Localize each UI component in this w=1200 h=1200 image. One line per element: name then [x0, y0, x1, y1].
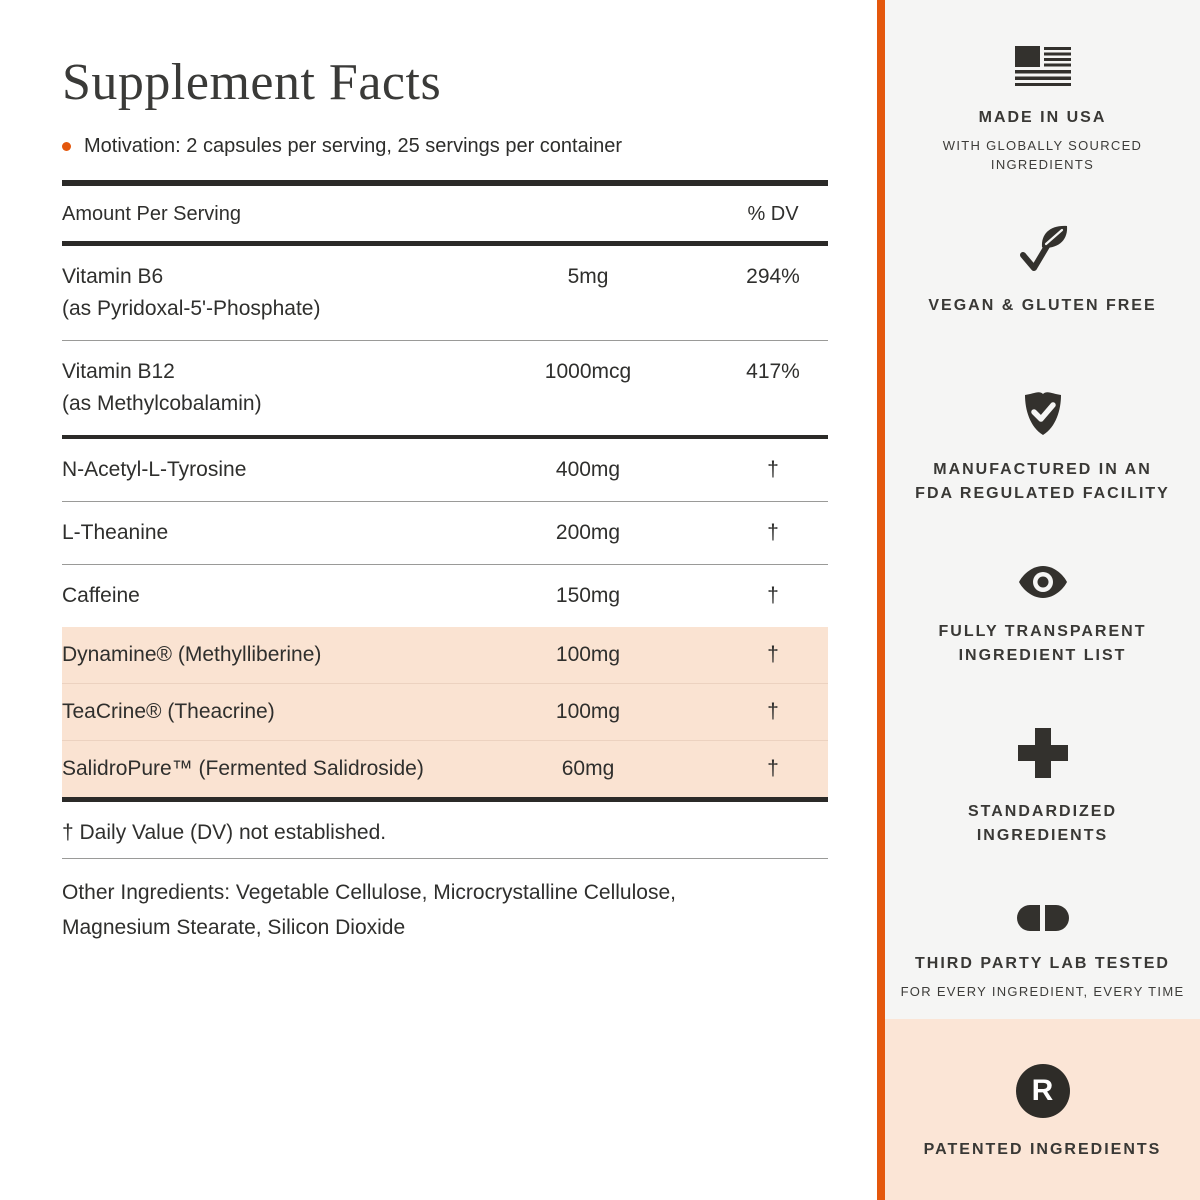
badge-title: VEGAN & GLUTEN FREE [928, 297, 1157, 314]
row-ingredient [62, 639, 458, 671]
table-row [62, 741, 828, 797]
row-ingredient [62, 517, 458, 549]
badge-title: MANUFACTURED IN AN FDA REGULATED FACILITY [915, 461, 1170, 502]
badge [885, 904, 1200, 1001]
facts-table-header [62, 180, 828, 246]
badge-subtitle: FOR EVERY INGREDIENT, EVERY TIME [900, 984, 1185, 999]
header-amount-per-serving: Amount Per Serving [62, 203, 241, 225]
serving-info-text: Motivation: 2 capsules per serving, 25 servings per container [84, 134, 623, 157]
badge-title: THIRD PARTY LAB TESTED [915, 955, 1170, 972]
badge-sidebar [885, 0, 1200, 1200]
bullet-dot-icon [62, 142, 71, 151]
row-dv: † [767, 458, 779, 481]
row-ingredient [62, 454, 458, 486]
row-dv: † [767, 521, 779, 544]
ingredient-name: Vitamin B12 [62, 360, 175, 383]
row-ingredient [62, 696, 458, 728]
orange-divider [877, 0, 885, 1200]
row-amount: 1000mcg [544, 360, 632, 383]
badge [885, 564, 1200, 668]
badge-title: STANDARDIZED INGREDIENTS [967, 803, 1118, 844]
cross-icon [885, 726, 1200, 780]
eye-icon [885, 564, 1200, 600]
badge [885, 46, 1200, 174]
table-row [62, 565, 828, 627]
ingredient-form: (as Methylcobalamin) [62, 392, 262, 415]
badge [885, 1064, 1200, 1162]
table-row [62, 684, 828, 741]
supplement-facts-panel [62, 0, 828, 966]
row-amount: 200mg [555, 521, 621, 544]
row-dv: † [767, 700, 779, 723]
row-dv: 417% [746, 360, 800, 383]
header-percent-dv: % DV [747, 203, 799, 225]
row-dv: † [767, 584, 779, 607]
other-ingredients: Other Ingredients: Vegetable Cellulose, Microcrystalline Cellulose, Magnesium Stearate, Silicon Dioxide [62, 881, 676, 939]
ingredient-name: N-Acetyl-L-Tyrosine [62, 458, 247, 481]
badge [885, 222, 1200, 318]
registered-icon: R [885, 1064, 1200, 1118]
row-ingredient [62, 753, 458, 785]
leaf-check-icon [885, 222, 1200, 274]
row-amount: 400mg [555, 458, 621, 481]
ingredient-name: TeaCrine® (Theacrine) [62, 700, 275, 723]
row-dv: 294% [746, 265, 800, 288]
row-amount: 150mg [555, 584, 621, 607]
row-amount: 60mg [561, 757, 615, 780]
table-row [62, 502, 828, 565]
ingredient-name: Vitamin B6 [62, 265, 164, 288]
table-row [62, 246, 828, 341]
table-row [62, 341, 828, 439]
row-amount: 5mg [567, 265, 609, 288]
badge [885, 726, 1200, 848]
shield-check-icon [885, 386, 1200, 438]
table-row [62, 627, 828, 684]
badge-title: FULLY TRANSPARENT INGREDIENT LIST [938, 623, 1147, 664]
row-amount: 100mg [555, 643, 621, 666]
table-row [62, 439, 828, 502]
usa-flag-icon [885, 46, 1200, 86]
serving-info [62, 134, 828, 158]
row-ingredient [62, 261, 458, 325]
page-title: Supplement Facts [62, 54, 442, 111]
badge [885, 386, 1200, 506]
badge-title: PATENTED INGREDIENTS [923, 1141, 1162, 1158]
row-amount: 100mg [555, 700, 621, 723]
ingredient-name: SalidroPure™ (Fermented Salidroside) [62, 757, 424, 780]
facts-table [62, 180, 828, 859]
badge-title: MADE IN USA [978, 109, 1107, 126]
row-dv: † [767, 757, 779, 780]
facts-table-body [62, 246, 828, 797]
badge-subtitle: WITH GLOBALLY SOURCED INGREDIENTS [942, 138, 1143, 172]
ingredient-name: L-Theanine [62, 521, 169, 544]
dv-footnote: † Daily Value (DV) not established. [62, 802, 828, 859]
row-dv: † [767, 643, 779, 666]
capsule-icon [885, 904, 1200, 932]
row-ingredient [62, 356, 458, 420]
row-ingredient [62, 580, 458, 612]
ingredient-name: Caffeine [62, 584, 140, 607]
ingredient-form: (as Pyridoxal-5'-Phosphate) [62, 297, 321, 320]
ingredient-name: Dynamine® (Methylliberine) [62, 643, 322, 666]
